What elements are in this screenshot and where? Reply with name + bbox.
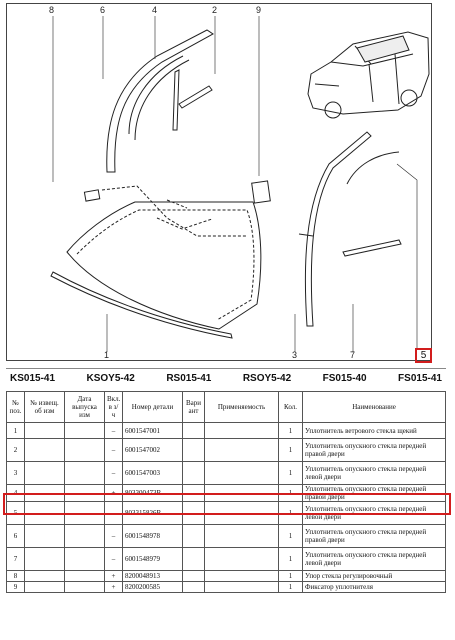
row-name: Уплотнитель опускного стекла передней правой двери <box>303 525 446 548</box>
parts-diagram <box>6 3 432 361</box>
row-notice <box>25 462 65 485</box>
row-name: Уплотнитель опускного стекла передней правой двери <box>303 485 446 502</box>
row-pos: 3 <box>7 462 25 485</box>
row-pos: 7 <box>7 548 25 571</box>
row-part-number: 803300473R <box>123 485 183 502</box>
row-qty: 1 <box>279 439 303 462</box>
row-incl: – <box>105 462 123 485</box>
row-date <box>65 485 105 502</box>
spec-code: FS015-40 <box>322 373 367 384</box>
row-date <box>65 462 105 485</box>
exploded-view-drawing <box>7 4 433 362</box>
row-date <box>65 502 105 525</box>
table-row[interactable] <box>7 571 446 582</box>
row-pos: 8 <box>7 571 25 582</box>
row-part-number: 8200048913 <box>123 571 183 582</box>
header-notice: № извещ. об изм <box>25 392 65 423</box>
row-pos: 9 <box>7 582 25 593</box>
row-notice <box>25 423 65 439</box>
seal-7-drawing <box>343 240 401 256</box>
row-name: Уплотнитель ветрового стекла щекий <box>303 423 446 439</box>
header-date: Дата выпуска изм <box>65 392 105 423</box>
callout-2: 2 <box>212 5 218 15</box>
row-incl: + <box>105 485 123 502</box>
seal-3-drawing <box>305 132 371 326</box>
leader-5 <box>397 164 417 350</box>
seal-5-drawing <box>347 152 399 184</box>
row-qty: 1 <box>279 525 303 548</box>
row-date <box>65 525 105 548</box>
row-pos: 5 <box>7 502 25 525</box>
seal-4-drawing <box>107 30 213 172</box>
row-pos: 1 <box>7 423 25 439</box>
row-part-number: 6001548978 <box>123 525 183 548</box>
row-variant <box>183 548 205 571</box>
row-qty: 1 <box>279 423 303 439</box>
header-qty: Кол. <box>279 392 303 423</box>
row-part-number: 6001548979 <box>123 548 183 571</box>
row-pos: 2 <box>7 439 25 462</box>
fixer-9-drawing <box>252 181 271 203</box>
callout-3: 3 <box>292 350 298 360</box>
row-name: Фиксатор уплотнителя <box>303 582 446 593</box>
row-name: Упор стекла регулировочный <box>303 571 446 582</box>
row-applicability <box>205 525 279 548</box>
row-date <box>65 582 105 593</box>
windshield-inner-dashed <box>77 210 254 320</box>
callout-6: 6 <box>100 5 106 15</box>
row-incl: – <box>105 423 123 439</box>
row-variant <box>183 502 205 525</box>
row-date <box>65 548 105 571</box>
row-part-number: 6001547001 <box>123 423 183 439</box>
row-incl: + <box>105 582 123 593</box>
row-variant <box>183 571 205 582</box>
row-qty: 1 <box>279 571 303 582</box>
row-applicability <box>205 439 279 462</box>
row-incl: – <box>105 548 123 571</box>
row-pos: 4 <box>7 485 25 502</box>
row-pos: 6 <box>7 525 25 548</box>
row-incl: – <box>105 439 123 462</box>
header-applicability: Применяемость <box>205 392 279 423</box>
row-part-number: 6001547002 <box>123 439 183 462</box>
row-applicability <box>205 502 279 525</box>
row-applicability <box>205 485 279 502</box>
spec-codes-row <box>6 368 446 388</box>
row-variant <box>183 462 205 485</box>
callout-1: 1 <box>104 350 110 360</box>
seal-2-lower <box>179 86 212 108</box>
row-name: Уплотнитель опускного стекла передней левой двери <box>303 548 446 571</box>
header-incl: Вкл. в з/ч <box>105 392 123 423</box>
row-notice <box>25 502 65 525</box>
callout-5-highlighted: 5 <box>415 348 432 363</box>
row-qty: 1 <box>279 582 303 593</box>
row-notice <box>25 548 65 571</box>
position-dashes <box>102 186 247 236</box>
row-notice <box>25 485 65 502</box>
callout-8: 8 <box>49 5 55 15</box>
seal-1-drawing <box>51 272 232 338</box>
row-applicability <box>205 423 279 439</box>
row-part-number: 6001547003 <box>123 462 183 485</box>
spec-code: RS015-41 <box>166 373 212 384</box>
row-variant <box>183 582 205 593</box>
row-name: Уплотнитель опускного стекла передней левой двери <box>303 462 446 485</box>
row-qty: 1 <box>279 548 303 571</box>
row-applicability <box>205 548 279 571</box>
row-part-number: 803315826R <box>123 502 183 525</box>
row-name: Уплотнитель опускного стекла передней левой двери <box>303 502 446 525</box>
seal-6-inner <box>135 60 189 140</box>
spec-code: FS015-41 <box>398 373 442 384</box>
row-incl: – <box>105 502 123 525</box>
row-qty: 1 <box>279 485 303 502</box>
row-date <box>65 439 105 462</box>
row-notice <box>25 582 65 593</box>
table-row[interactable] <box>7 462 446 485</box>
table-row[interactable] <box>7 582 446 593</box>
callout-4: 4 <box>152 5 158 15</box>
row-variant <box>183 423 205 439</box>
header-part-number: Номер детали <box>123 392 183 423</box>
spec-code: RSOY5-42 <box>242 373 292 384</box>
row-part-number: 8200200585 <box>123 582 183 593</box>
stop-8-drawing <box>84 190 99 201</box>
row-applicability <box>205 582 279 593</box>
row-variant <box>183 485 205 502</box>
row-applicability <box>205 571 279 582</box>
row-qty: 1 <box>279 502 303 525</box>
seal-2-drawing <box>173 70 179 130</box>
callout-9: 9 <box>256 5 262 15</box>
callout-7: 7 <box>350 350 356 360</box>
table-row[interactable] <box>7 485 446 502</box>
row-notice <box>25 439 65 462</box>
row-date <box>65 423 105 439</box>
spec-code: KSOY5-42 <box>86 373 135 384</box>
row-applicability <box>205 462 279 485</box>
table-row[interactable] <box>7 423 446 439</box>
header-pos: № поз. <box>7 392 25 423</box>
row-qty: 1 <box>279 462 303 485</box>
row-variant <box>183 439 205 462</box>
car-thumbnail <box>308 32 429 118</box>
table-row[interactable] <box>7 502 446 525</box>
table-row[interactable] <box>7 439 446 462</box>
row-variant <box>183 525 205 548</box>
row-name: Уплотнитель опускного стекла передней правой двери <box>303 439 446 462</box>
row-notice <box>25 571 65 582</box>
header-name: Наименование <box>303 392 446 423</box>
table-row[interactable] <box>7 548 446 571</box>
row-incl: – <box>105 525 123 548</box>
row-notice <box>25 525 65 548</box>
row-incl: + <box>105 571 123 582</box>
table-row[interactable] <box>7 525 446 548</box>
parts-table <box>6 391 446 593</box>
header-variant: Вари ант <box>183 392 205 423</box>
spec-code: KS015-41 <box>10 373 56 384</box>
table-header-row <box>7 392 446 423</box>
row-date <box>65 571 105 582</box>
